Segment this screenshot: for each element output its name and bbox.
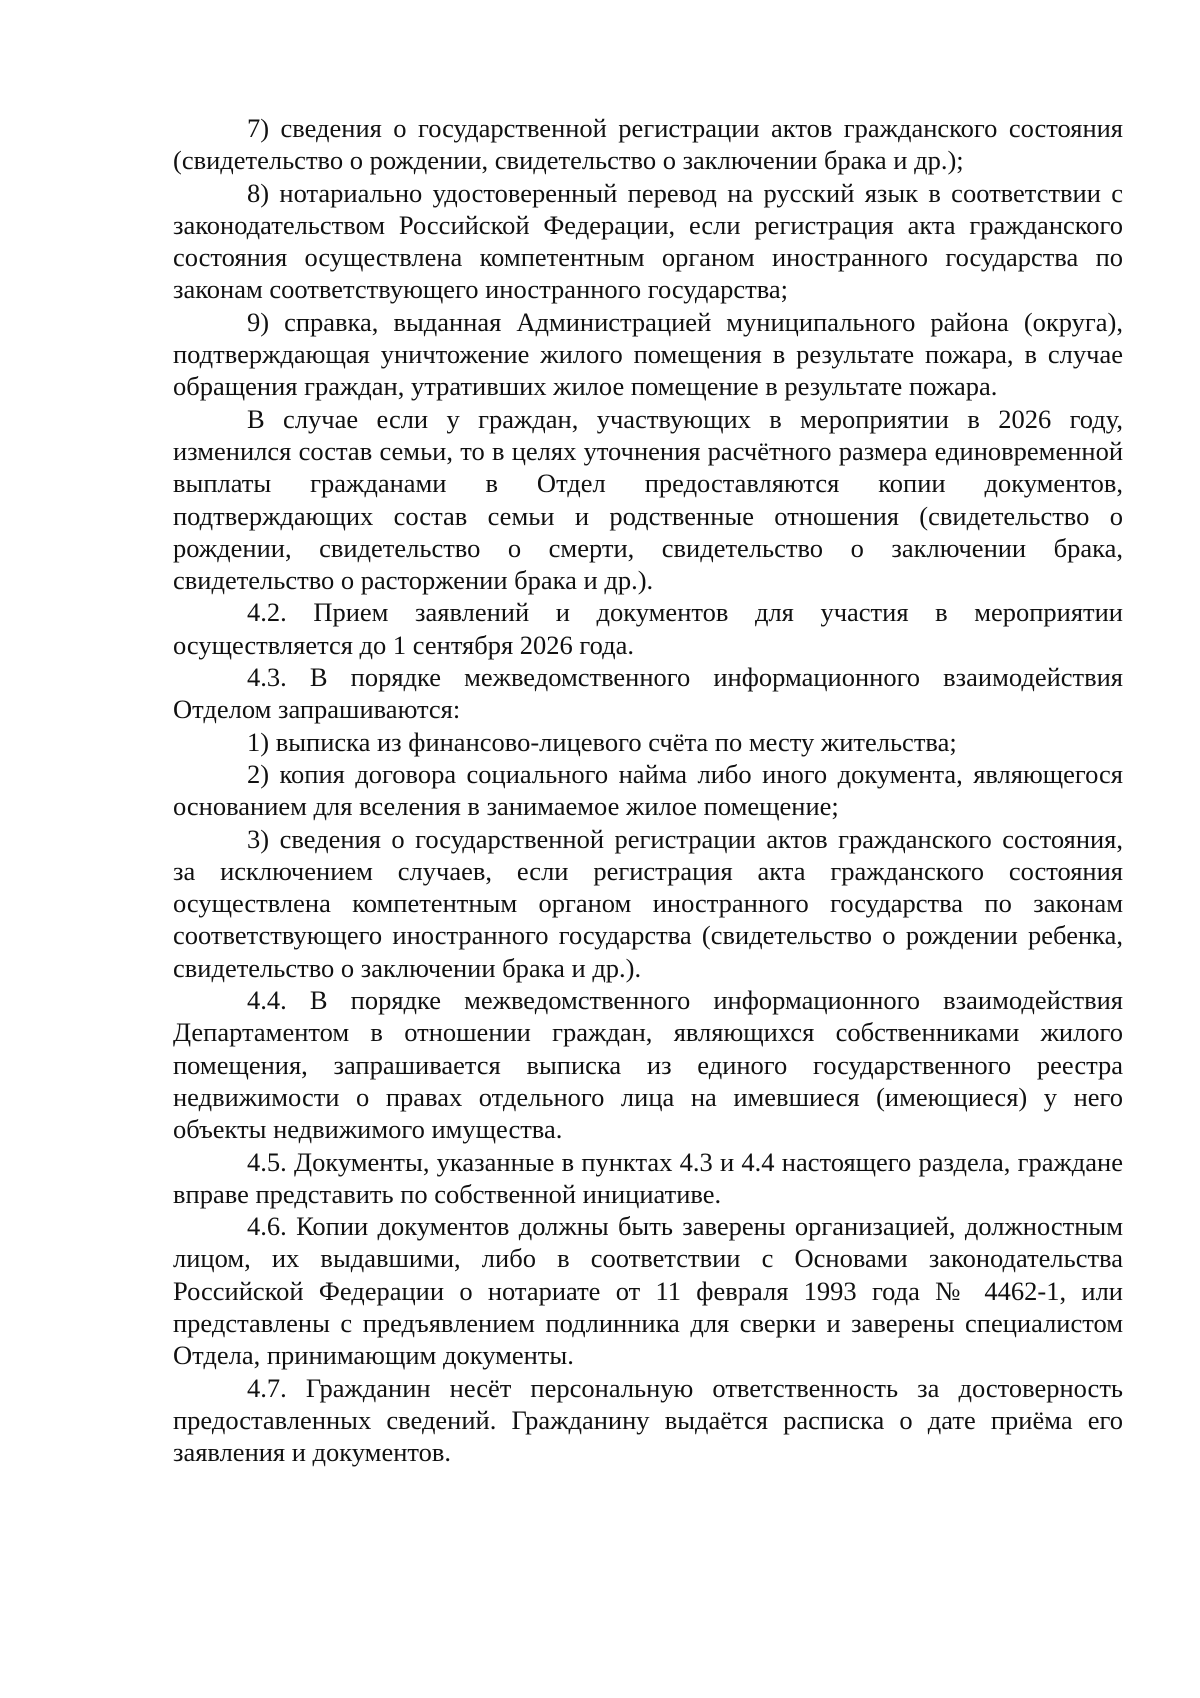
paragraph-4-3-item-3: 3) сведения о государственной регистрации актов гражданского состояния, за исключением случаев, если регистрация акта гражданского состояния осуществлена компетентным органом иностранного государства по законам соответствующего иностранного государства (свидетельство о рождении ребенка, свидетельство о заключении брака и др.). xyxy=(173,823,1123,983)
paragraph-4-7: 4.7. Гражданин несёт персональную ответственность за достоверность предоставленных сведений. Гражданину выдаётся расписка о дате приёма его заявления и документов. xyxy=(173,1372,1123,1468)
paragraph-4-3: 4.3. В порядке межведомственного информационного взаимодействия Отделом запрашиваются: xyxy=(173,662,1123,725)
paragraph-4-3-item-2: 2) копия договора социального найма либо иного документа, являющегося основанием для вселения в занимаемое жилое помещение; xyxy=(173,758,1123,822)
paragraph-item-8-notarized-translation: 8) нотариально удостоверенный перевод на русский язык в соответствии с законодательством Российской Федерации, если регистрация акта гражданского состояния осуществлена компетентным органом иностранного государства по законам соответствующего иностранного государства; xyxy=(173,177,1123,305)
paragraph-family-change: В случае если у граждан, участвующих в мероприятии в 2026 году, изменился состав семьи, то в целях уточнения расчётного размера единовременной выплаты гражданами в Отдел предоставляются копии документов, подтверждающих состав семьи и родственные отношения (свидетельство о рождении, свидетельство о смерти, свидетельство о заключении брака, свидетельство о расторжении брака и др.). xyxy=(173,403,1123,596)
paragraph-item-7-civil-records: 7) сведения о государственной регистрации актов гражданского состояния (свидетельство о рождении, свидетельство о заключении брака и др.); xyxy=(173,113,1123,176)
paragraph-4-3-item-1: 1) выписка из финансово-лицевого счёта по месту жительства; xyxy=(247,726,957,757)
paragraph-4-4: 4.4. В порядке межведомственного информационного взаимодействия Департаментом в отношении граждан, являющихся собственниками жилого помещения, запрашивается выписка из единого государственного реестра недвижимости о правах отдельного лица на имевшиеся (имеющиеся) у него объекты недвижимого имущества. xyxy=(173,985,1123,1145)
paragraph-4-2: 4.2. Прием заявлений и документов для участия в мероприятии осуществляется до 1 сентября 2026 года. xyxy=(173,597,1123,660)
paragraph-item-9-fire-certificate: 9) справка, выданная Администрацией муниципального района (округа), подтверждающая уничтожение жилого помещения в результате пожара, в случае обращения граждан, утративших жилое помещение в результате пожара. xyxy=(173,306,1123,402)
paragraph-4-5: 4.5. Документы, указанные в пунктах 4.3 и 4.4 настоящего раздела, граждане вправе представить по собственной инициативе. xyxy=(173,1146,1123,1209)
document-page xyxy=(173,112,1123,1468)
paragraph-4-6: 4.6. Копии документов должны быть заверены организацией, должностным лицом, их выдавшими, либо в соответствии с Основами законодательства Российской Федерации о нотариате от 11 февраля 1993 года № 4462-1, или представлены с предъявлением подлинника для сверки и заверены специалистом Отдела, принимающим документы. xyxy=(173,1211,1123,1371)
